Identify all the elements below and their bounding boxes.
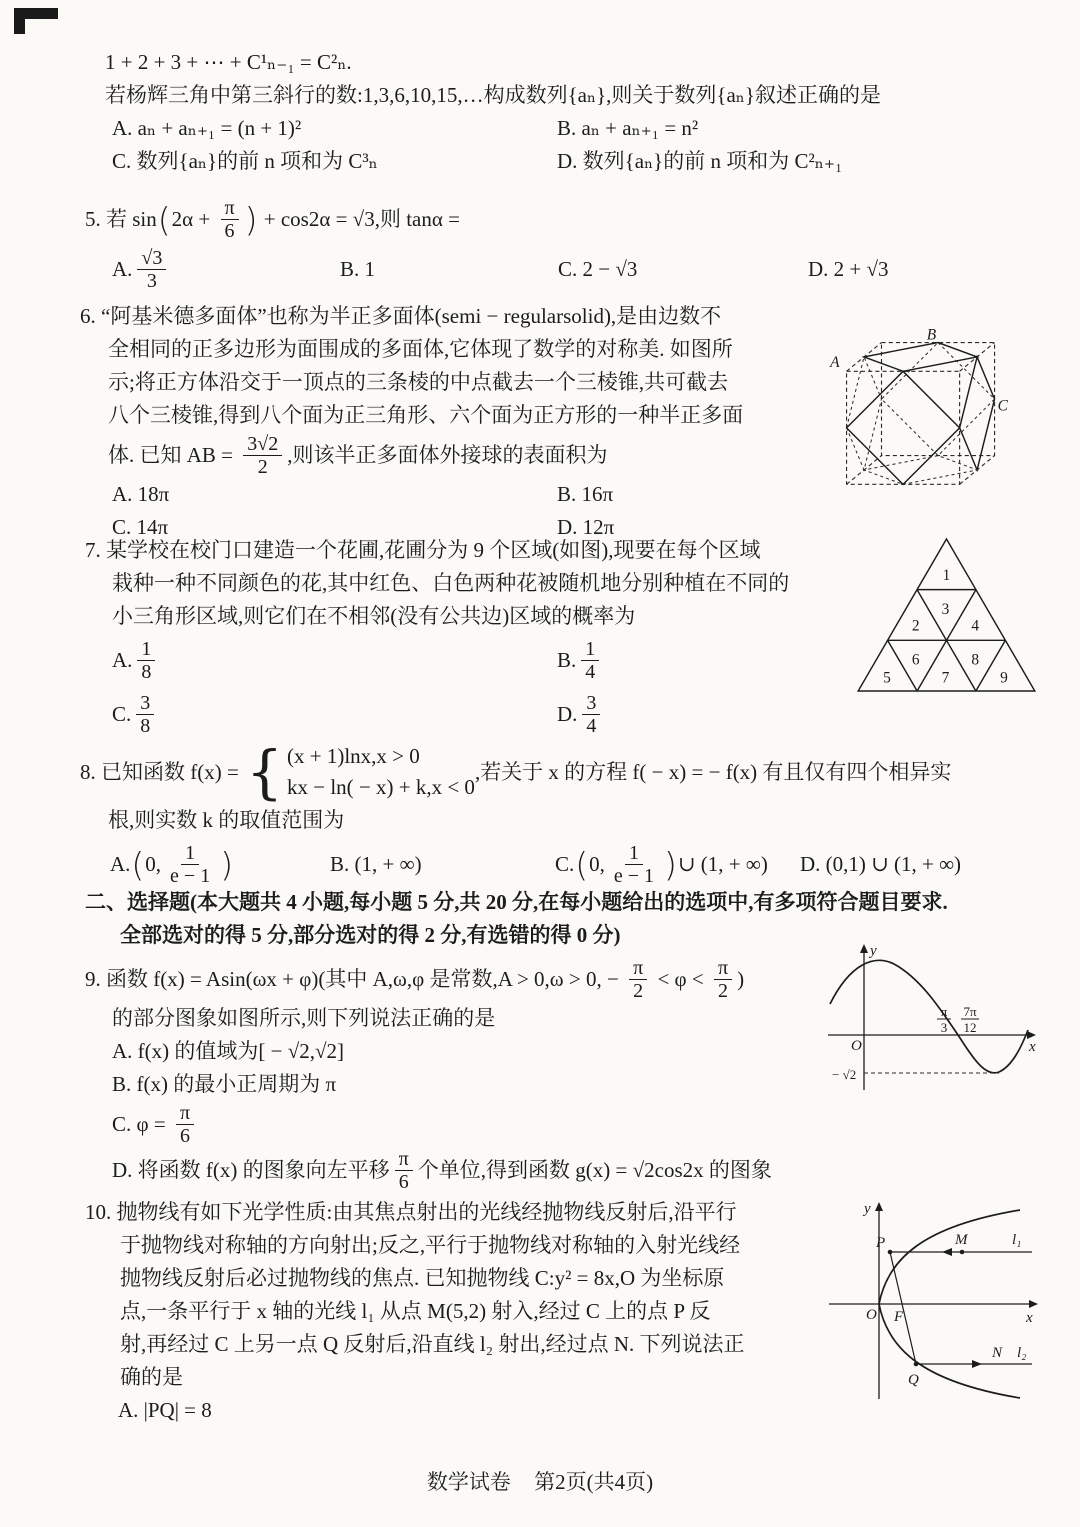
big-paren-close: ) bbox=[244, 199, 258, 239]
tick-fraction-denominator: 12 bbox=[963, 1020, 977, 1035]
fraction bbox=[137, 247, 166, 292]
fraction-denominator: 6 bbox=[224, 219, 235, 242]
point-p-label: P bbox=[876, 1235, 886, 1251]
fraction-numerator: π bbox=[176, 1102, 194, 1125]
vertex-label-b: B bbox=[926, 328, 937, 344]
fraction-numerator: π bbox=[629, 957, 647, 980]
option-b bbox=[557, 638, 604, 683]
region-label: 2 bbox=[911, 617, 920, 635]
line-l1-label: l₁ bbox=[1012, 1232, 1022, 1248]
big-paren-open: ( bbox=[157, 199, 171, 239]
option-label: A. bbox=[112, 256, 133, 281]
fraction bbox=[582, 692, 600, 737]
text-line: 八个三棱锥,得到八个面为正三角形、六个面为正方形的一种半正多面 bbox=[108, 403, 744, 427]
piecewise-cases bbox=[287, 741, 475, 803]
question-5 bbox=[85, 196, 1025, 296]
footer-doc-title: 数学试卷 bbox=[426, 1470, 511, 1494]
question-7 bbox=[85, 534, 845, 741]
fraction-numerator: 3√2 bbox=[243, 433, 282, 456]
question-stem bbox=[85, 196, 1025, 242]
incoming-ray-arrow bbox=[942, 1248, 952, 1256]
option-a: A. f(x) 的值域为[ − √2,√2] bbox=[112, 1039, 345, 1063]
option-a: A. |PQ| = 8 bbox=[118, 1398, 212, 1422]
parabola-figure bbox=[824, 1196, 1044, 1406]
text-line: 示;将正方体沿交于一顶点的三条棱的中点截去一个三棱锥,共可截去 bbox=[108, 370, 729, 394]
option-b: B. 16π bbox=[557, 482, 614, 506]
stem-text: < φ < bbox=[652, 966, 709, 991]
region-label: 1 bbox=[942, 567, 951, 585]
option-b: B. f(x) 的最小正周期为 π bbox=[112, 1072, 337, 1096]
sine-curve bbox=[830, 960, 1028, 1072]
option-a bbox=[110, 842, 330, 887]
option-d: D. (0,1) ∪ (1, + ∞) bbox=[800, 851, 962, 876]
flowerbed-triangle-figure bbox=[852, 532, 1042, 700]
stem-text: ,则该半正多面体外接球的表面积为 bbox=[287, 442, 608, 467]
fraction-denominator: e − 1 bbox=[170, 864, 211, 887]
text-line: 6. “阿基米德多面体”也称为半正多面体(semi − regularsolid),是由边数不 bbox=[80, 304, 722, 328]
option-c bbox=[112, 692, 557, 737]
option-c bbox=[112, 1101, 825, 1147]
region-label: 4 bbox=[971, 617, 980, 635]
options-row bbox=[110, 837, 1060, 891]
option-c bbox=[555, 842, 800, 887]
fraction bbox=[581, 638, 599, 683]
option-c: C. 2 − √3 bbox=[558, 256, 638, 281]
stem-text: 8. 已知函数 f(x) = bbox=[80, 759, 245, 784]
stem-text: ,若关于 x 的方程 f( − x) = − f(x) 有且仅有四个相异实 bbox=[474, 759, 952, 784]
point-q-label: Q bbox=[908, 1372, 919, 1388]
text-line: 7. 某学校在校门口建造一个花圃,花圃分为 9 个区域(如图),现要在每个区域 bbox=[85, 538, 761, 562]
vertex-label-a: A bbox=[830, 354, 840, 372]
fraction-denominator: 2 bbox=[718, 979, 729, 1002]
polyhedron-hidden-edges bbox=[847, 343, 995, 485]
option-d bbox=[112, 1147, 1052, 1193]
question-8 bbox=[80, 737, 1060, 891]
option-label: A. bbox=[112, 647, 133, 672]
fraction-denominator: 2 bbox=[633, 979, 644, 1002]
stem-text: 2α + bbox=[171, 206, 216, 231]
text-line: 若杨辉三角中第三斜行的数:1,3,6,10,15,…构成数列{aₙ},则关于数列{aₙ}叙述正确的是 bbox=[105, 83, 881, 107]
outgoing-ray-arrow bbox=[972, 1360, 982, 1368]
options-row bbox=[112, 633, 845, 687]
fraction-numerator: π bbox=[395, 1148, 413, 1171]
stem-text: + cos2α = √3,则 tanα = bbox=[258, 206, 460, 231]
fraction-numerator: 3 bbox=[582, 692, 600, 715]
scan-corner-mark bbox=[14, 8, 58, 19]
option-d: D. 数列{aₙ}的前 n 项和为 C²ₙ₊₁ bbox=[557, 149, 843, 173]
fraction bbox=[243, 433, 282, 478]
fraction bbox=[610, 842, 658, 887]
fraction-denominator: e − 1 bbox=[613, 864, 655, 887]
point-m-label: M bbox=[955, 1232, 968, 1248]
fraction-numerator: 1 bbox=[581, 638, 599, 661]
piecewise-case: kx − ln( − x) + k,x < 0 bbox=[286, 775, 475, 799]
line-l2-label: l₂ bbox=[1017, 1345, 1027, 1361]
stem-text: 5. 若 sin bbox=[85, 206, 157, 231]
text-line: 射,再经过 C 上另一点 Q 反射后,沿直线 l₂ 射出,经过点 N. 下列说法正 bbox=[120, 1332, 745, 1356]
fraction bbox=[137, 638, 155, 683]
region-label: 3 bbox=[941, 600, 950, 618]
question-stem bbox=[85, 956, 825, 1002]
fraction-denominator: 2 bbox=[257, 455, 268, 478]
option-c: C. 数列{aₙ}的前 n 项和为 C³ₙ bbox=[112, 149, 378, 173]
option-text: 0, bbox=[145, 851, 162, 876]
fraction bbox=[176, 1102, 194, 1147]
option-a bbox=[112, 638, 557, 683]
piecewise-brace: { bbox=[246, 737, 283, 806]
text-line: 小三角形区域,则它们在不相邻(没有公共边)区域的概率为 bbox=[112, 604, 636, 628]
option-label: D. 将函数 f(x) 的图象向左平移 bbox=[112, 1157, 390, 1182]
axes bbox=[828, 948, 1032, 1090]
option-label: D. bbox=[557, 701, 578, 726]
fraction-denominator: 4 bbox=[585, 660, 596, 683]
region-label: 6 bbox=[911, 651, 920, 669]
tick-fraction-numerator: π bbox=[940, 1004, 948, 1019]
fraction-denominator: 6 bbox=[398, 1170, 409, 1193]
polyhedron-figure bbox=[826, 328, 1011, 503]
polyhedron-solid-edges bbox=[847, 343, 995, 485]
fraction bbox=[395, 1148, 413, 1193]
region-label: 8 bbox=[971, 651, 980, 669]
x-axis-label: x bbox=[1026, 1310, 1033, 1326]
option-text: 0, bbox=[589, 851, 605, 876]
stem-text: ) bbox=[737, 966, 745, 991]
text-line: 点,一条平行于 x 轴的光线 l₁ 从点 M(5,2) 射入,经过 C 上的点 P 反 bbox=[120, 1299, 711, 1323]
tick-fraction-denominator: 3 bbox=[940, 1020, 948, 1035]
fraction-numerator: 1 bbox=[625, 842, 643, 865]
region-label: 9 bbox=[1000, 669, 1008, 687]
option-label: B. bbox=[557, 647, 577, 672]
text-line: 栽种一种不同颜色的花,其中红色、白色两种花被随机地分别种植在不同的 bbox=[112, 571, 790, 595]
options-row bbox=[112, 112, 1005, 145]
y-axis-label: y bbox=[870, 943, 877, 959]
option-a: A. aₙ + aₙ₊₁ = (n + 1)² bbox=[112, 116, 302, 140]
options-row bbox=[112, 242, 1025, 296]
text-line: 于抛物线对称轴的方向射出;反之,平行于抛物线对称轴的入射光线经 bbox=[120, 1233, 741, 1257]
text-line: 确的是 bbox=[120, 1365, 183, 1389]
axes bbox=[829, 1206, 1034, 1399]
text-line: 的部分图象如图所示,则下列说法正确的是 bbox=[112, 1006, 496, 1030]
origin-label: O bbox=[851, 1038, 862, 1054]
option-label: C. bbox=[112, 701, 132, 726]
vertex-label-c: C bbox=[997, 397, 1008, 415]
fraction-numerator: 1 bbox=[137, 638, 155, 661]
footer-page-number: 第2页(共4页) bbox=[534, 1470, 654, 1494]
page-footer bbox=[0, 1466, 1080, 1499]
point-n-label: N bbox=[992, 1345, 1003, 1361]
x-axis-arrow bbox=[1027, 1031, 1036, 1039]
light-rays bbox=[890, 1252, 1032, 1364]
option-text: ∪ (1, + ∞) bbox=[677, 851, 768, 876]
section-header-line: 全部选对的得 5 分,部分选对的得 2 分,有选错的得 0 分) bbox=[120, 923, 621, 947]
fraction-numerator: 1 bbox=[181, 842, 199, 865]
y-axis-arrow bbox=[860, 944, 868, 953]
fraction bbox=[221, 197, 239, 242]
options-row bbox=[112, 687, 845, 741]
x-axis-arrow bbox=[1029, 1300, 1038, 1308]
text-line: 全相同的正多边形为面围成的多面体,它体现了数学的对称美. 如图所 bbox=[108, 337, 733, 361]
big-paren-close: ) bbox=[220, 844, 234, 884]
fraction bbox=[714, 957, 732, 1002]
focus-label: F bbox=[894, 1309, 904, 1325]
fraction-numerator: √3 bbox=[137, 247, 166, 270]
fraction-numerator: 3 bbox=[136, 692, 154, 715]
option-b: B. (1, + ∞) bbox=[330, 851, 422, 876]
points bbox=[888, 1250, 965, 1367]
option-label: C. φ = bbox=[112, 1111, 171, 1136]
option-a: A. 18π bbox=[112, 482, 170, 506]
fraction bbox=[629, 957, 647, 1002]
options-row bbox=[112, 478, 820, 511]
question-6 bbox=[80, 300, 820, 544]
text-line: 根,则实数 k 的取值范围为 bbox=[108, 808, 345, 832]
fraction bbox=[136, 692, 154, 737]
big-paren-open: ( bbox=[131, 844, 145, 884]
stem-text: 9. 函数 f(x) = Asin(ωx + φ)(其中 A,ω,φ 是常数,A > 0,ω > 0, − bbox=[85, 966, 625, 991]
tick-fraction-numerator: 7π bbox=[963, 1004, 977, 1019]
min-value-label: − √2 bbox=[832, 1067, 857, 1082]
option-d: D. 12π bbox=[557, 515, 615, 539]
region-label: 7 bbox=[941, 669, 950, 687]
option-label: A. bbox=[110, 851, 131, 876]
options-row bbox=[112, 145, 1005, 178]
big-paren-close: ) bbox=[664, 844, 677, 884]
text-line: 1 + 2 + 3 + ⋯ + C¹ₙ₋₁ = C²ₙ. bbox=[105, 50, 352, 74]
option-c: C. 14π bbox=[112, 515, 169, 539]
region-label: 5 bbox=[883, 669, 891, 687]
stem-text: 体. 已知 AB = bbox=[108, 442, 239, 467]
y-axis-label: y bbox=[864, 1201, 871, 1217]
option-b: B. 1 bbox=[340, 256, 376, 281]
text-line: 10. 抛物线有如下光学性质:由其焦点射出的光线经抛物线反射后,沿平行 bbox=[85, 1200, 737, 1224]
fraction-numerator: π bbox=[221, 197, 239, 220]
option-b: B. aₙ + aₙ₊₁ = n² bbox=[557, 116, 699, 140]
cube-dashed-edges bbox=[847, 343, 995, 485]
option-a bbox=[112, 247, 340, 292]
question-10 bbox=[85, 1196, 825, 1427]
option-d bbox=[557, 692, 605, 737]
section-header-line: 二、选择题(本大题共 4 小题,每小题 5 分,共 20 分,在每小题给出的选项中,有多项符合题目要求. bbox=[85, 890, 948, 914]
origin-label: O bbox=[866, 1307, 877, 1323]
question-4 bbox=[85, 46, 1005, 178]
fraction-denominator: 8 bbox=[141, 660, 152, 683]
fraction-numerator: π bbox=[714, 957, 732, 980]
text-line bbox=[108, 432, 820, 478]
piecewise-case: (x + 1)lnx,x > 0 bbox=[286, 744, 420, 768]
x-axis-label: x bbox=[1029, 1039, 1036, 1055]
fraction-denominator: 6 bbox=[180, 1124, 191, 1147]
sine-graph-figure bbox=[822, 938, 1042, 1100]
fraction-denominator: 8 bbox=[140, 714, 151, 737]
question-stem bbox=[80, 737, 1060, 806]
text-line: 抛物线反射后必过抛物线的焦点. 已知抛物线 C:y² = 8x,O 为坐标原 bbox=[120, 1266, 725, 1290]
big-paren-open: ( bbox=[575, 844, 589, 884]
option-d: D. 2 + √3 bbox=[808, 256, 889, 281]
fraction bbox=[166, 842, 214, 887]
fraction-denominator: 3 bbox=[146, 269, 157, 292]
y-axis-arrow bbox=[875, 1202, 883, 1211]
question-9 bbox=[85, 956, 825, 1193]
option-label: C. bbox=[555, 851, 575, 876]
fraction-denominator: 4 bbox=[586, 714, 597, 737]
option-text: 个单位,得到函数 g(x) = √2cos2x 的图象 bbox=[417, 1157, 772, 1182]
